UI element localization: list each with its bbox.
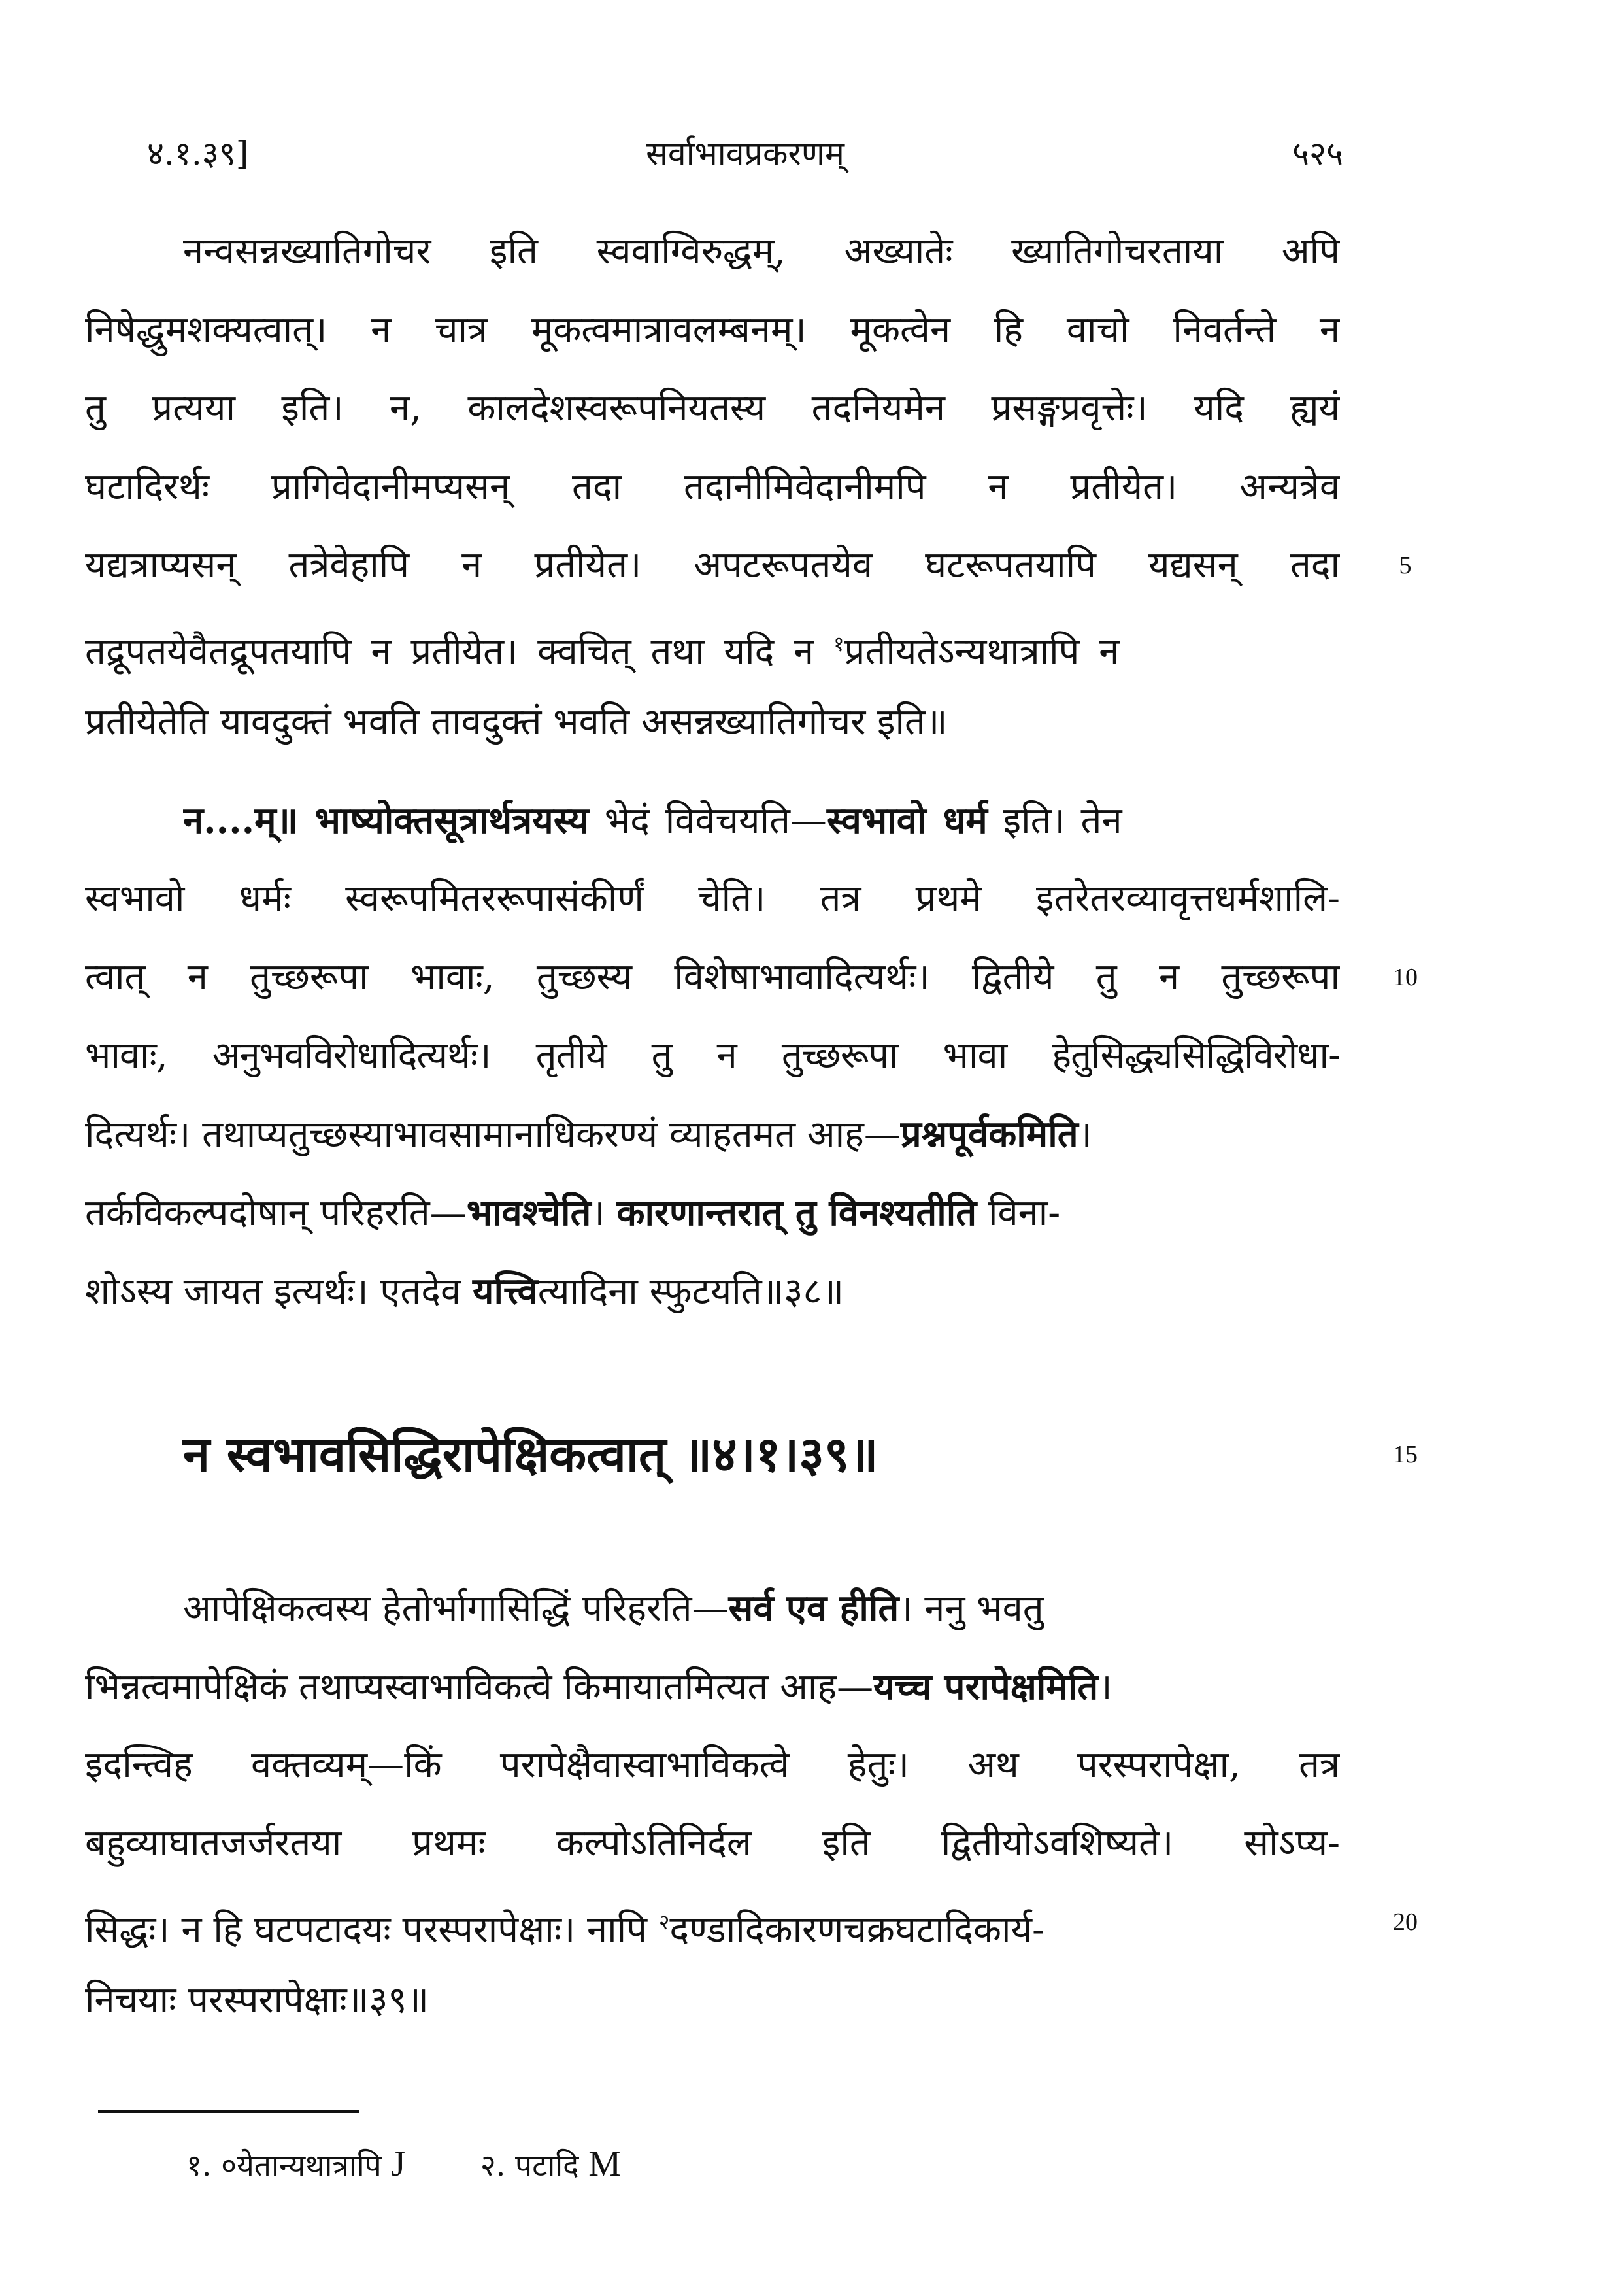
- text-span: ।: [591, 1192, 617, 1234]
- text-span: तर्कविकल्पदोषान् परिहरति—: [85, 1192, 467, 1234]
- text-span: ।: [1078, 1113, 1092, 1156]
- running-head: [147, 127, 1343, 180]
- text-span: त्वात् न तुच्छरूपा भावाः, तुच्छस्य विशेषाभावादित्यर्थः। द्वितीये तु न तुच्छरूपा: [85, 956, 1340, 998]
- chapter-title: सर्वाभावप्रकरणम्: [646, 135, 844, 173]
- text-line: [183, 1569, 1340, 1647]
- text-span: आपेक्षिकत्वस्य हेतोर्भागासिद्धिं परिहरति—: [183, 1587, 729, 1630]
- bold-lemma: स्वभावो धर्म: [826, 799, 988, 842]
- text-span: निचयाः परस्परापेक्षाः॥३९॥: [85, 1979, 429, 2021]
- text-line: [85, 1804, 1340, 1883]
- bold-lemma: यत्त्वि: [472, 1270, 538, 1313]
- text-span: निषेद्धुमशक्यत्वात्। न चात्र मूकत्वमात्रावलम्बनम्। मूकत्वेन हि वाचो निवर्तन्ते न: [85, 309, 1340, 351]
- text-line: [183, 781, 1340, 860]
- text-line: [85, 860, 1340, 938]
- page-number: ५२५: [1292, 135, 1343, 173]
- text-span: प्रतीयतेऽन्यथात्रापि न: [844, 630, 1120, 673]
- sutra-heading: न स्वभावसिद्धिरापेक्षिकत्वात् ॥४।१।३९॥: [183, 1427, 878, 1483]
- text-line: [85, 1883, 1340, 1961]
- bold-lemma: प्रश्नपूर्वकमिति: [900, 1113, 1078, 1156]
- text-span: नन्वसन्नख्यातिगोचर इति स्ववाग्विरुद्धम्, अख्यातेः ख्यातिगोचरताया अपि: [183, 230, 1340, 273]
- text-line: [85, 605, 1340, 683]
- text-span: स्वभावो धर्मः स्वरूपमितररूपासंकीर्णं चेति। तत्र प्रथमे इतरेतरव्यावृत्तधर्मशालि-: [85, 877, 1340, 920]
- bold-lemma: यच्च परापेक्षमिति: [873, 1665, 1099, 1708]
- line-number: 15: [1393, 1441, 1418, 1468]
- text-span: त्यादिना स्फुटयति॥३८॥: [537, 1270, 844, 1313]
- text-line: [85, 1252, 1340, 1330]
- line-number: 5: [1399, 552, 1412, 579]
- bold-lemma: भावश्चेति: [466, 1191, 592, 1234]
- text-span: दण्डादिकारणचक्रघटादिकार्य-: [669, 1908, 1044, 1951]
- text-span: यद्यत्राप्यसन् तत्रेवेहापि न प्रतीयेत। अपटरूपतयेव घटरूपतयापि यद्यसन् तदा: [85, 544, 1340, 586]
- text-span: विना-: [977, 1192, 1061, 1234]
- bold-lemma: सर्व एव हीति: [728, 1587, 899, 1630]
- text-span: प्रतीयेतेति यावदुक्तं भवति तावदुक्तं भवति असन्नख्यातिगोचर इति॥: [85, 701, 948, 743]
- text-line: [85, 1961, 1340, 2040]
- footnote-marker: १: [833, 632, 844, 656]
- footnote-number: १.: [186, 2148, 212, 2183]
- footnote-item: [480, 2144, 622, 2184]
- text-span: तद्रूपतयेवैतद्रूपतयापि न प्रतीयेत। क्वचित् तथा यदि न: [85, 630, 814, 673]
- text-span: सिद्धः। न हि घटपटादयः परस्परापेक्षाः। नापि: [85, 1908, 659, 1951]
- text-span: भावाः, अनुभवविरोधादित्यर्थः। तृतीये तु न तुच्छरूपा भावा हेतुसिद्ध्यसिद्धिविरोधा-: [85, 1034, 1340, 1077]
- text-line: [85, 1726, 1340, 1804]
- footnote-text: ०येतान्यथात्रापि: [221, 2148, 382, 2183]
- text-span: तु प्रत्यया इति। न, कालदेशस्वरूपनियतस्य तदनियमेन प्रसङ्गप्रवृत्तेः। यदि ह्ययं: [85, 387, 1340, 430]
- text-span: इदन्त्विह वक्तव्यम्—किं परापेक्षैवास्वाभाविकत्वे हेतुः। अथ परस्परापेक्षा, तत्र: [85, 1744, 1340, 1786]
- text-span: ।: [1098, 1666, 1112, 1708]
- footnote-item: [186, 2144, 415, 2184]
- text-line: [85, 683, 1340, 762]
- text-line: [85, 938, 1340, 1017]
- text-line: [85, 448, 1340, 526]
- text-span: शोऽस्य जायत इत्यर्थः। एतदेव: [85, 1270, 473, 1313]
- text-span: घटादिरर्थः प्रागिवेदानीमप्यसन् तदा तदानीमिवेदानीमपि न प्रतीयेत। अन्यत्रेव: [85, 465, 1340, 508]
- text-span: इति। तेन: [987, 800, 1122, 842]
- footnotes: [186, 2131, 686, 2197]
- text-line: [85, 369, 1340, 448]
- text-line: [85, 1173, 1340, 1252]
- footnote-rule: [98, 2110, 359, 2113]
- text-line: [85, 1017, 1340, 1095]
- footnote-siglum: M: [588, 2144, 622, 2184]
- text-span: । ननु भवतु: [899, 1587, 1044, 1630]
- text-span: बहुव्याघातजर्जरतया प्रथमः कल्पोऽतिनिर्दल इति द्वितीयोऽवशिष्यते। सोऽप्य-: [85, 1822, 1340, 1865]
- line-number: 10: [1393, 964, 1418, 991]
- text-line: [85, 291, 1340, 369]
- text-span: भिन्नत्वमापेक्षिकं तथाप्यस्वाभाविकत्वे किमायातमित्यत आह—: [85, 1666, 874, 1708]
- text-line: [85, 1095, 1340, 1173]
- footnote-siglum: J: [391, 2144, 406, 2184]
- text-line: [85, 526, 1340, 605]
- text-span: भेदं विवेचयति—: [588, 800, 827, 842]
- text-line: [183, 212, 1340, 291]
- section-reference: ४.१.३९]: [147, 135, 249, 173]
- text-span: दित्यर्थः। तथाप्यतुच्छस्याभावसामानाधिकरण्यं व्याहतमत आह—: [85, 1113, 901, 1156]
- bold-lemma: न....म्॥ भाष्योक्तसूत्रार्थत्रयस्य: [183, 799, 589, 842]
- text-line: [85, 1647, 1340, 1726]
- bold-lemma: कारणान्तरात् तु विनश्यतीति: [616, 1191, 977, 1234]
- footnote-marker: २: [658, 1910, 670, 1934]
- line-number: 20: [1393, 1908, 1418, 1936]
- footnote-number: २.: [480, 2148, 506, 2183]
- footnote-text: पटादि: [515, 2148, 579, 2183]
